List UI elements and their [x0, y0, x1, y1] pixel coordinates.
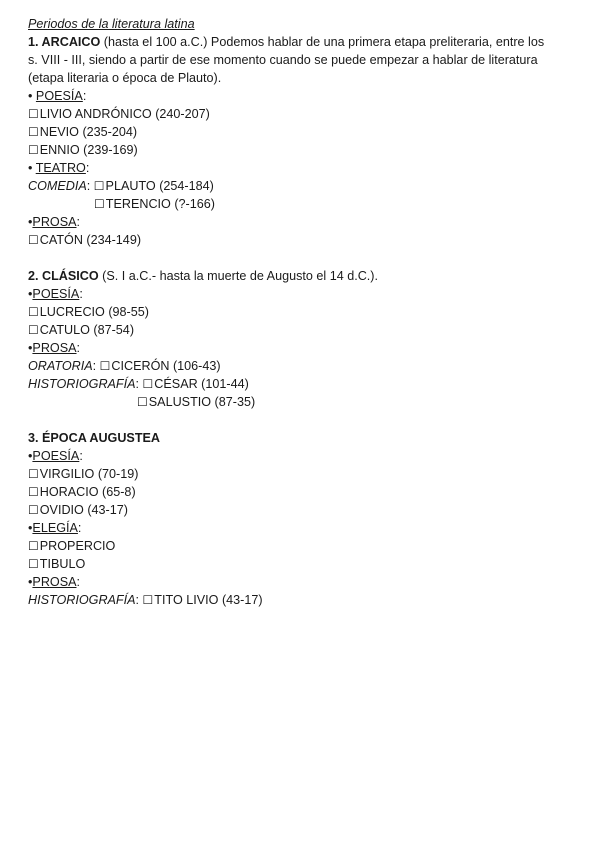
augustea-heading-line — [28, 429, 576, 447]
clasico-intro-text: (S. I a.C.- hasta la muerte de Augusto el 14 d.C.). — [98, 269, 378, 283]
colon: : — [86, 179, 91, 193]
spacer — [28, 249, 576, 267]
checkbox-icon: ☐ — [142, 377, 154, 391]
augustea-prosa-label: PROSA — [32, 575, 77, 589]
author-name: PLAUTO (254-184) — [105, 179, 214, 193]
document-body — [28, 15, 576, 609]
colon: : — [135, 377, 140, 391]
bullet-icon: • — [28, 89, 33, 103]
augustea-prosa-label-line — [28, 573, 576, 591]
colon: : — [85, 161, 90, 175]
bullet-icon: • — [28, 287, 33, 301]
arcaico-intro-text-2: s. VIII - III, siendo a partir de ese momento cuando se puede empezar a hablar de literatura — [28, 53, 538, 67]
checkbox-icon: ☐ — [28, 107, 39, 121]
augustea-elegia-label-line — [28, 519, 576, 537]
author-name: VIRGILIO (70-19) — [39, 467, 139, 481]
list-item — [28, 303, 576, 321]
list-item — [28, 123, 576, 141]
colon: : — [79, 449, 83, 463]
author-name: LIVIO ANDRÓNICO (240-207) — [39, 107, 210, 121]
arcaico-intro-text-1: (hasta el 100 a.C.) Podemos hablar de una primera etapa preliteraria, entre los — [100, 35, 545, 49]
list-item — [28, 393, 576, 411]
author-name: TIBULO — [39, 557, 86, 571]
bullet-icon: • — [28, 449, 33, 463]
checkbox-icon: ☐ — [28, 557, 39, 571]
colon: : — [76, 341, 81, 355]
augustea-poesia-label-line — [28, 447, 576, 465]
colon: : — [92, 359, 97, 373]
clasico-prosa-label-line — [28, 339, 576, 357]
list-item — [28, 195, 576, 213]
clasico-poesia-label-line — [28, 285, 576, 303]
augustea-heading: 3. ÉPOCA AUGUSTEA — [28, 431, 161, 445]
document-title: Periodos de la literatura latina — [28, 17, 195, 31]
list-item — [28, 105, 576, 123]
author-name: ENNIO (239-169) — [39, 143, 138, 157]
colon: : — [76, 575, 81, 589]
bullet-icon: • — [28, 521, 33, 535]
bullet-icon: • — [28, 161, 33, 175]
colon: : — [135, 593, 140, 607]
checkbox-icon: ☐ — [28, 485, 39, 499]
author-name: TITO LIVIO (43-17) — [154, 593, 263, 607]
historiografia-label: HISTORIOGRAFÍA — [28, 593, 136, 607]
list-item — [28, 375, 576, 393]
clasico-prosa-label: PROSA — [32, 341, 77, 355]
historiografia-label: HISTORIOGRAFÍA — [28, 377, 136, 391]
list-item — [28, 591, 576, 609]
clasico-heading: 2. CLÁSICO — [28, 269, 99, 283]
bullet-icon: • — [28, 215, 33, 229]
oratoria-label: ORATORIA — [28, 359, 93, 373]
author-name: SALUSTIO (87-35) — [148, 395, 256, 409]
bullet-icon: • — [28, 575, 33, 589]
augustea-poesia-label: POESÍA — [32, 449, 80, 463]
colon: : — [82, 89, 87, 103]
arcaico-intro-text-3: (etapa literaria o época de Plauto). — [28, 71, 222, 85]
arcaico-prosa-label: PROSA — [32, 215, 77, 229]
clasico-poesia-label: POESÍA — [32, 287, 80, 301]
spacer — [28, 411, 576, 429]
arcaico-poesia-label: POESÍA — [35, 89, 83, 103]
list-item — [28, 483, 576, 501]
checkbox-icon: ☐ — [28, 233, 39, 247]
bullet-icon: • — [28, 341, 33, 355]
author-name: OVIDIO (43-17) — [39, 503, 128, 517]
list-item — [28, 465, 576, 483]
colon: : — [77, 521, 82, 535]
checkbox-icon: ☐ — [28, 539, 39, 553]
list-item — [28, 555, 576, 573]
checkbox-icon: ☐ — [93, 179, 105, 193]
author-name: TERENCIO (?-166) — [105, 197, 215, 211]
augustea-elegia-label: ELEGÍA — [32, 521, 78, 535]
list-item — [28, 357, 576, 375]
colon: : — [76, 215, 81, 229]
arcaico-heading: 1. ARCAICO — [28, 35, 101, 49]
colon: : — [79, 287, 83, 301]
author-name: CICERÓN (106-43) — [111, 359, 221, 373]
arcaico-intro — [28, 33, 576, 51]
list-item — [28, 231, 576, 249]
checkbox-icon: ☐ — [28, 503, 39, 517]
checkbox-icon: ☐ — [137, 395, 148, 409]
arcaico-prosa-label-line — [28, 213, 576, 231]
author-name: CÉSAR (101-44) — [154, 377, 249, 391]
arcaico-poesia-label-line — [28, 87, 576, 105]
author-name: NEVIO (235-204) — [39, 125, 138, 139]
arcaico-teatro-label: TEATRO — [35, 161, 86, 175]
list-item — [28, 141, 576, 159]
list-item — [28, 501, 576, 519]
checkbox-icon: ☐ — [28, 467, 39, 481]
clasico-intro — [28, 267, 576, 285]
list-item — [28, 321, 576, 339]
checkbox-icon: ☐ — [28, 125, 39, 139]
checkbox-icon: ☐ — [28, 305, 39, 319]
checkbox-icon: ☐ — [28, 323, 39, 337]
checkbox-icon: ☐ — [142, 593, 154, 607]
checkbox-icon: ☐ — [28, 143, 39, 157]
author-name: CATULO (87-54) — [39, 323, 135, 337]
list-item — [28, 537, 576, 555]
list-item — [28, 177, 576, 195]
author-name: HORACIO (65-8) — [39, 485, 136, 499]
author-name: LUCRECIO (98-55) — [39, 305, 149, 319]
author-name: PROPERCIO — [39, 539, 116, 553]
arcaico-teatro-label-line — [28, 159, 576, 177]
checkbox-icon: ☐ — [94, 197, 105, 211]
checkbox-icon: ☐ — [99, 359, 111, 373]
comedia-label: COMEDIA — [28, 179, 87, 193]
author-name: CATÓN (234-149) — [39, 233, 142, 247]
